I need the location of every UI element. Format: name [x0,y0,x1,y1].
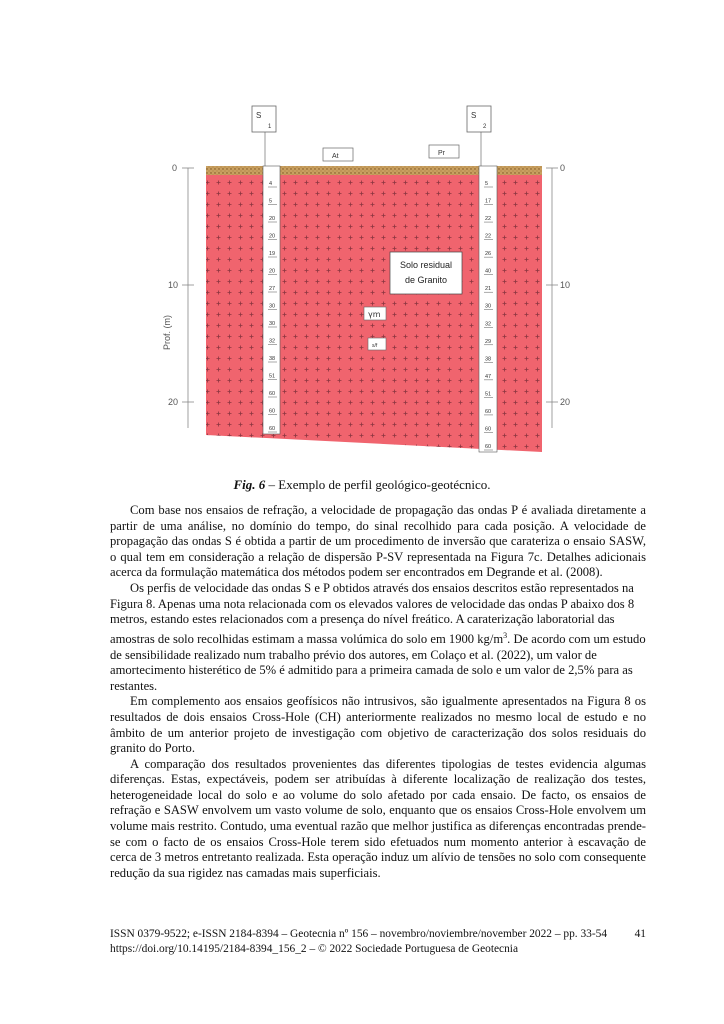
surface-tag-at [323,148,353,161]
spt-value: 27 [269,286,276,292]
svg-text:s/f: s/f [372,343,378,349]
geotechnical-profile-figure [158,100,578,470]
footer-doi-line: https://doi.org/10.14195/2184-8394_156_2 – © 2022 Sociedade Portuguesa de Geotecnia [110,943,519,955]
spt-value: 30 [269,321,276,327]
depth-tick-10-left: 10 [168,280,179,290]
svg-text:Solo residual: Solo residual [399,260,453,270]
page-number: 41 [634,928,646,940]
spt-value: 60 [269,391,276,397]
figure-caption-text: – Exemplo de perfil geológico-geotécnico. [265,477,491,492]
spt-value: 32 [269,338,276,345]
paragraph-1: Com base nos ensaios de refração, a velocidade de propagação das ondas P é avaliada diretamente a partir de uma análise, no domínio do tempo, do sinal recolhido para cada posição. A velocidade de propagação das ondas S é obtida a partir de um procedimento de inversão que carateriza o ensaio SASW, o qual tem em consideração a relação de dispersão P-SV representada na Figura 7c. Detalhes adicionais acerca da formulação matemática dos métodos podem ser encontrados em Degrande et al. (2008). [110,503,646,580]
spt-value: 30 [269,303,276,310]
paragraph-4: A comparação dos resultados provenientes das diferentes tipologias de testes evidencia algumas diferenças. Estas, expectáveis, podem ser atribuídas à diferente localização de realização dos testes, heterogeneidade local do solo e ao volume do solo afetado por cada ensaio. De facto, os ensaios de refração e SASW envolvem um vasto volume de solo, enquanto que os ensaios Cross-Hole envolvem um volume mais restrito. Contudo, uma eventual razão que melhor justifica as diferenças encontradas prende-se com o facto de os ensaios Cross-Hole terem sido efetuados num momento anterior à escavação de cerca de 3 metros entretanto realizada. Esta operação induz um alívio de tensões no solo com consequente redução da sua rigidez nas camadas mais superficiais. [110,756,646,880]
spt-value: 32 [485,321,492,328]
spt-value: 20 [269,233,276,240]
spt-value: 4 [269,181,273,187]
paragraph-2-part-b: . De acordo com um estudo de sensibilidade realizado num trabalho prévio dos autores, em Colaço et al. (2022), um valor de amortecimento histerético de 5% é admitido para a primeira camada de solo e um valor de 2,5% para as restantes. [110,631,646,693]
article-body [110,503,646,881]
svg-text:S: S [471,111,477,120]
paragraph-2-superscript: 3 [503,630,508,640]
svg-text:At: At [332,153,339,160]
unit-weight-label [364,307,386,320]
spt-value: 19 [269,251,276,257]
svg-text:Pr: Pr [438,150,445,157]
spt-value: 20 [269,268,276,275]
paragraph-2-part-a: Os perfis de velocidade das ondas S e P obtidos através dos ensaios descritos estão representados na Figura 8. Apenas uma nota relacionada com os elevados valores de velocidade das ondas P abaixo dos 8 metros, estando estes relacionados com a presença do nível freático. A caraterização laboratorial das amostras de solo recolhidas estimam a massa volúmica do solo em 1900 kg/m [110,580,635,646]
sample-label [368,338,386,350]
page-footer [110,927,646,957]
depth-tick-0-right: 0 [560,163,566,173]
depth-axis-label: Prof. (m) [162,315,172,350]
spt-value: 22 [485,216,492,223]
spt-value: 26 [485,251,492,258]
spt-value: 38 [269,356,276,362]
depth-tick-0-left: 0 [172,163,178,173]
spt-value: 60 [485,444,492,450]
spt-value: 17 [485,198,492,205]
spt-value: 47 [485,373,492,380]
figure-caption-label: Fig. 6 [233,477,266,492]
figure-caption [0,477,724,493]
svg-text:γm: γm [368,310,381,319]
spt-value: 51 [485,391,492,398]
spt-value: 20 [269,216,276,222]
spt-value: 60 [485,426,492,433]
svg-text:1: 1 [268,124,272,130]
svg-text:de Granito: de Granito [404,275,448,285]
spt-value: 51 [269,373,276,380]
svg-text:S: S [256,111,262,120]
spt-value: 60 [269,408,276,415]
spt-value: 60 [485,408,492,415]
svg-text:2: 2 [483,124,487,130]
spt-value: 30 [485,303,492,310]
spt-value: 38 [485,356,492,363]
borehole-tag-s2 [467,106,491,132]
spt-value: 21 [485,286,492,293]
spt-value: 60 [269,426,276,432]
spt-value: 22 [485,233,492,240]
depth-tick-20-left: 20 [168,397,179,407]
borehole-tag-s1 [252,106,276,132]
surface-tag-pr [429,145,459,158]
depth-tick-10-right: 10 [560,280,571,290]
spt-value: 5 [269,198,273,205]
paragraph-3: Em complemento aos ensaios geofísicos não intrusivos, são igualmente apresentados na Figura 8 os resultados de dois ensaios Cross-Hole (CH) anteriormente realizados no mesmo local de estudo e no âmbito de um anterior projeto de investigação com objetivo de caracterização dos solos residuais do granito do Porto. [110,694,646,756]
soil-unit-label [390,252,462,294]
spt-value: 29 [485,338,492,345]
paragraph-2 [110,581,646,694]
spt-value: 40 [485,268,492,275]
footer-issn-line: ISSN 0379-9522; e-ISSN 2184-8394 – Geotecnia nº 156 – novembro/noviembre/november 2022 – pp. 33-54 [110,928,608,940]
depth-tick-20-right: 20 [560,397,571,407]
spt-value: 5 [485,181,489,187]
